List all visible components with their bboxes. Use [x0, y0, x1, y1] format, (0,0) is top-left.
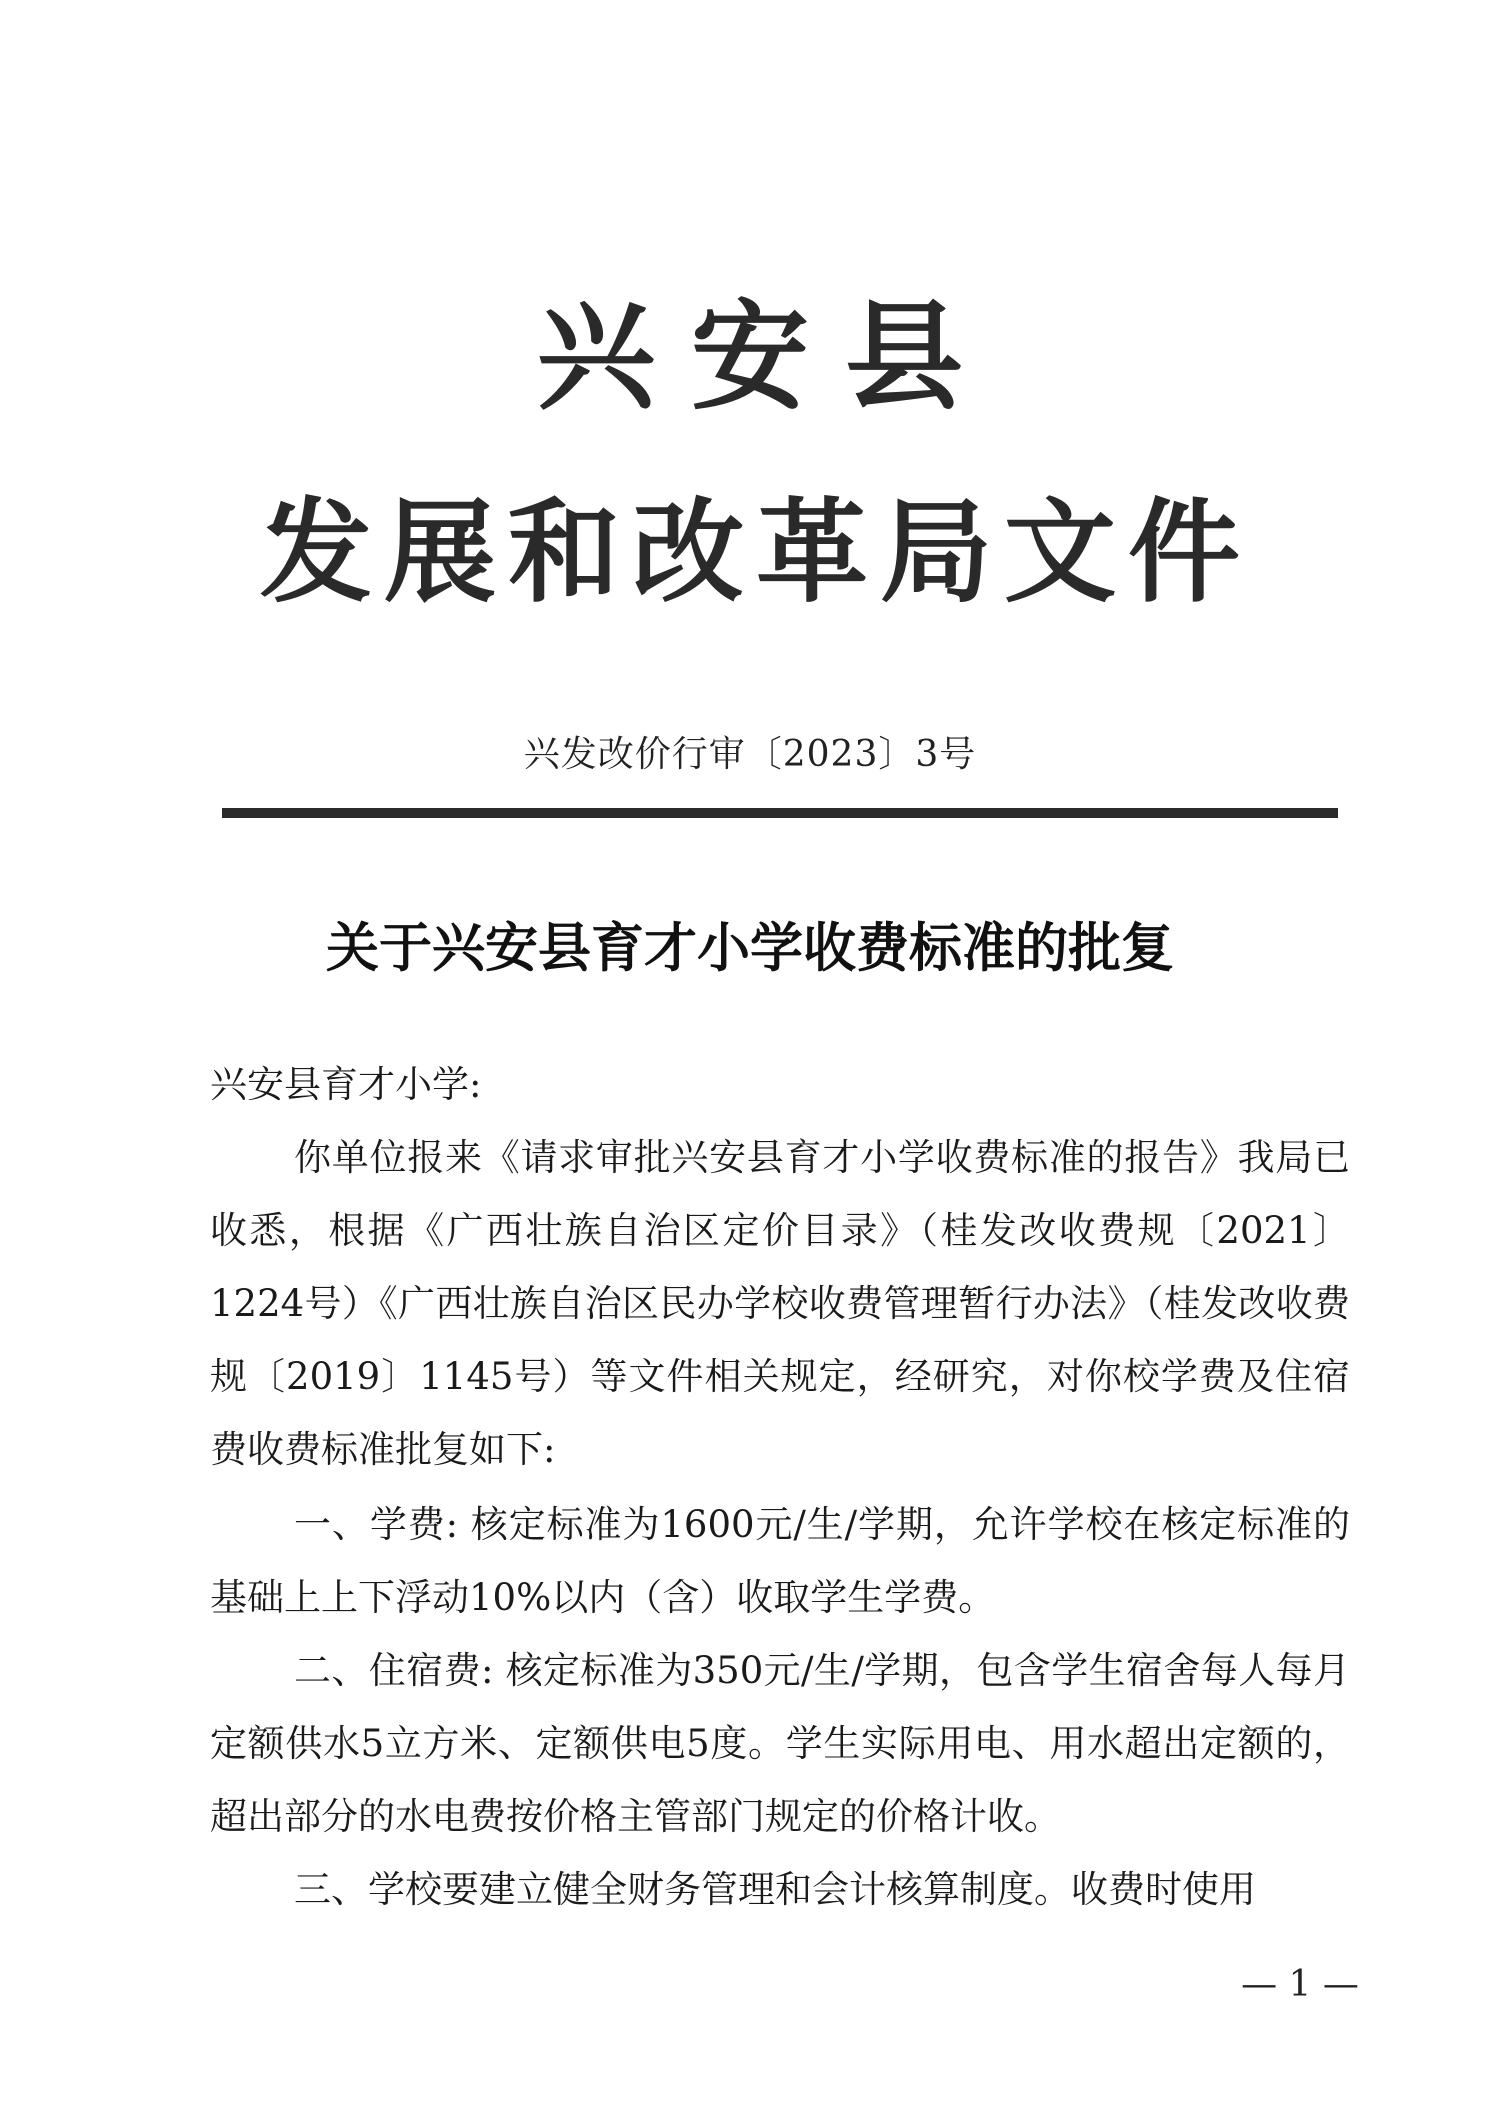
header-divider	[222, 808, 1338, 818]
item-tuition-block	[210, 1488, 1350, 1634]
item-tuition: 一、学费: 核定标准为1600元/生/学期，允许学校在核定标准的基础上上下浮动10%以内（含）收取学生学费。	[210, 1503, 1350, 1619]
addressee: 兴安县育才小学:	[210, 1063, 482, 1106]
item-finance-block	[210, 1853, 1350, 1926]
intro-paragraph: 你单位报来《请求审批兴安县育才小学收费标准的报告》我局已收悉，根据《广西壮族自治区定价目录》（桂发改收费规〔2021〕1224号）《广西壮族自治区民办学校收费管理暂行办法》（桂发改收费规〔2019〕1145号）等文件相关规定，经研究，对你校学费及住宿费收费标准批复如下:	[210, 1136, 1350, 1471]
item-finance: 三、学校要建立健全财务管理和会计核算制度。收费时使用	[294, 1868, 1256, 1911]
issuer-name-line2: 发展和改革局文件	[260, 487, 1252, 618]
issuer-name-line1: 兴安县	[536, 287, 999, 426]
document-title: 关于兴安县育才小学收费标准的批复	[326, 917, 1174, 979]
item-accommodation-block	[210, 1634, 1350, 1853]
document-number: 兴发改价行审〔2023〕3号	[523, 734, 977, 775]
intro-paragraph-block	[210, 1121, 1350, 1486]
page-number: — 1 —	[1241, 1964, 1359, 2005]
item-accommodation: 二、住宿费: 核定标准为350元/生/学期，包含学生宿舍每人每月定额供水5立方米、定额供电5度。学生实际用电、用水超出定额的，超出部分的水电费按价格主管部门规定的价格计收。	[210, 1649, 1350, 1838]
